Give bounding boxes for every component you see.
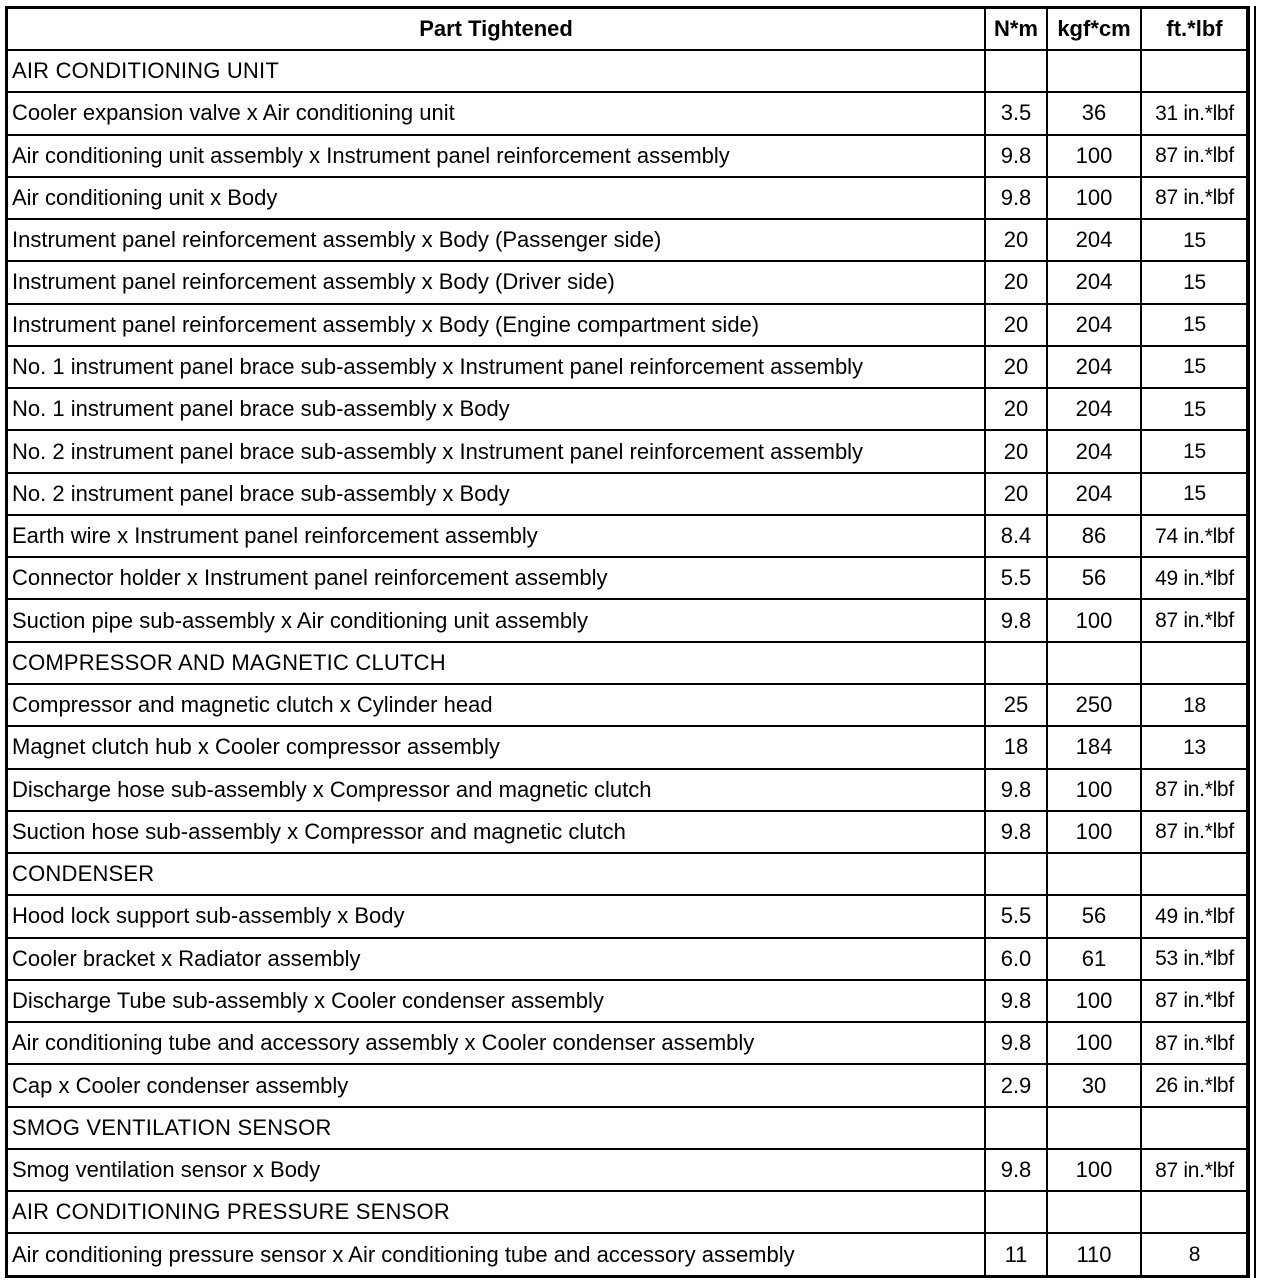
table-row: [8, 684, 1247, 726]
torque-nm-cell: 11: [985, 1233, 1047, 1275]
torque-nm-cell: 5.5: [985, 895, 1047, 937]
part-tightened-cell: Discharge Tube sub-assembly x Cooler condenser assembly: [8, 980, 985, 1022]
section-title: CONDENSER: [8, 853, 985, 895]
header-ft-lbf: ft.*lbf: [1141, 9, 1247, 50]
table-row: [8, 473, 1247, 515]
part-tightened-cell: Air conditioning tube and accessory assembly x Cooler condenser assembly: [8, 1022, 985, 1064]
part-tightened-cell: Air conditioning pressure sensor x Air conditioning tube and accessory assembly: [8, 1233, 985, 1275]
header-part-tightened: Part Tightened: [8, 9, 985, 50]
torque-nm-cell: 25: [985, 684, 1047, 726]
part-tightened-cell: No. 1 instrument panel brace sub-assembly x Body: [8, 388, 985, 430]
torque-nm-cell: 20: [985, 388, 1047, 430]
torque-ft-lbf-cell: 15: [1141, 346, 1247, 388]
torque-nm-cell: 9.8: [985, 980, 1047, 1022]
torque-nm-cell: [985, 853, 1047, 895]
torque-ft-lbf-cell: 15: [1141, 261, 1247, 303]
table-row: [8, 726, 1247, 768]
table-row: [8, 1233, 1247, 1275]
torque-kgf-cm-cell: 100: [1047, 135, 1141, 177]
torque-nm-cell: 20: [985, 304, 1047, 346]
table-row: [8, 895, 1247, 937]
torque-ft-lbf-cell: 15: [1141, 430, 1247, 472]
torque-ft-lbf-cell: 26 in.*lbf: [1141, 1064, 1247, 1106]
torque-spec-table: [8, 9, 1247, 1275]
torque-kgf-cm-cell: 204: [1047, 430, 1141, 472]
part-tightened-cell: Smog ventilation sensor x Body: [8, 1149, 985, 1191]
torque-ft-lbf-cell: 87 in.*lbf: [1141, 811, 1247, 853]
torque-ft-lbf-cell: 13: [1141, 726, 1247, 768]
torque-nm-cell: 20: [985, 473, 1047, 515]
part-tightened-cell: Hood lock support sub-assembly x Body: [8, 895, 985, 937]
torque-ft-lbf-cell: 15: [1141, 473, 1247, 515]
part-tightened-cell: Suction hose sub-assembly x Compressor and magnetic clutch: [8, 811, 985, 853]
torque-nm-cell: 9.8: [985, 135, 1047, 177]
table-row: [8, 177, 1247, 219]
part-tightened-cell: No. 1 instrument panel brace sub-assembly x Instrument panel reinforcement assembly: [8, 346, 985, 388]
torque-kgf-cm-cell: 204: [1047, 473, 1141, 515]
torque-nm-cell: [985, 50, 1047, 92]
torque-ft-lbf-cell: [1141, 1107, 1247, 1149]
torque-nm-cell: 2.9: [985, 1064, 1047, 1106]
torque-ft-lbf-cell: 49 in.*lbf: [1141, 557, 1247, 599]
torque-kgf-cm-cell: [1047, 642, 1141, 684]
torque-kgf-cm-cell: 100: [1047, 1149, 1141, 1191]
torque-kgf-cm-cell: 100: [1047, 177, 1141, 219]
torque-ft-lbf-cell: 49 in.*lbf: [1141, 895, 1247, 937]
torque-ft-lbf-cell: [1141, 50, 1247, 92]
part-tightened-cell: Instrument panel reinforcement assembly x Body (Engine compartment side): [8, 304, 985, 346]
torque-kgf-cm-cell: [1047, 50, 1141, 92]
torque-nm-cell: 9.8: [985, 1149, 1047, 1191]
torque-nm-cell: 8.4: [985, 515, 1047, 557]
part-tightened-cell: Compressor and magnetic clutch x Cylinder head: [8, 684, 985, 726]
section-header-row: [8, 642, 1247, 684]
torque-nm-cell: 3.5: [985, 92, 1047, 134]
part-tightened-cell: Cap x Cooler condenser assembly: [8, 1064, 985, 1106]
table-row: [8, 430, 1247, 472]
section-title: AIR CONDITIONING UNIT: [8, 50, 985, 92]
torque-kgf-cm-cell: 250: [1047, 684, 1141, 726]
table-header-row: [8, 9, 1247, 50]
torque-ft-lbf-cell: 18: [1141, 684, 1247, 726]
table-row: [8, 135, 1247, 177]
section-title: COMPRESSOR AND MAGNETIC CLUTCH: [8, 642, 985, 684]
torque-nm-cell: 5.5: [985, 557, 1047, 599]
torque-nm-cell: 9.8: [985, 769, 1047, 811]
torque-ft-lbf-cell: 74 in.*lbf: [1141, 515, 1247, 557]
torque-ft-lbf-cell: 53 in.*lbf: [1141, 938, 1247, 980]
table-row: [8, 346, 1247, 388]
table-body: [8, 50, 1247, 1275]
part-tightened-cell: Air conditioning unit x Body: [8, 177, 985, 219]
table-row: [8, 219, 1247, 261]
torque-ft-lbf-cell: [1141, 1191, 1247, 1233]
torque-nm-cell: 9.8: [985, 811, 1047, 853]
header-kgf-cm: kgf*cm: [1047, 9, 1141, 50]
torque-kgf-cm-cell: 204: [1047, 304, 1141, 346]
part-tightened-cell: Air conditioning unit assembly x Instrument panel reinforcement assembly: [8, 135, 985, 177]
torque-nm-cell: [985, 1107, 1047, 1149]
section-header-row: [8, 1191, 1247, 1233]
table-row: [8, 1064, 1247, 1106]
torque-kgf-cm-cell: 204: [1047, 346, 1141, 388]
torque-kgf-cm-cell: 100: [1047, 811, 1141, 853]
torque-nm-cell: 20: [985, 346, 1047, 388]
torque-nm-cell: 9.8: [985, 1022, 1047, 1064]
torque-ft-lbf-cell: 87 in.*lbf: [1141, 599, 1247, 641]
torque-kgf-cm-cell: 184: [1047, 726, 1141, 768]
part-tightened-cell: Cooler bracket x Radiator assembly: [8, 938, 985, 980]
table-row: [8, 515, 1247, 557]
torque-nm-cell: 20: [985, 219, 1047, 261]
table-row: [8, 388, 1247, 430]
part-tightened-cell: Instrument panel reinforcement assembly x Body (Driver side): [8, 261, 985, 303]
table-row: [8, 769, 1247, 811]
torque-kgf-cm-cell: 204: [1047, 388, 1141, 430]
torque-kgf-cm-cell: 56: [1047, 895, 1141, 937]
torque-kgf-cm-cell: 56: [1047, 557, 1141, 599]
torque-kgf-cm-cell: 100: [1047, 980, 1141, 1022]
part-tightened-cell: Connector holder x Instrument panel reinforcement assembly: [8, 557, 985, 599]
torque-ft-lbf-cell: 87 in.*lbf: [1141, 980, 1247, 1022]
part-tightened-cell: Instrument panel reinforcement assembly x Body (Passenger side): [8, 219, 985, 261]
torque-kgf-cm-cell: 204: [1047, 261, 1141, 303]
torque-nm-cell: 18: [985, 726, 1047, 768]
torque-ft-lbf-cell: 15: [1141, 219, 1247, 261]
section-title: AIR CONDITIONING PRESSURE SENSOR: [8, 1191, 985, 1233]
torque-kgf-cm-cell: [1047, 1107, 1141, 1149]
torque-kgf-cm-cell: 86: [1047, 515, 1141, 557]
part-tightened-cell: Magnet clutch hub x Cooler compressor assembly: [8, 726, 985, 768]
part-tightened-cell: Earth wire x Instrument panel reinforcement assembly: [8, 515, 985, 557]
table-row: [8, 938, 1247, 980]
torque-nm-cell: [985, 642, 1047, 684]
torque-kgf-cm-cell: [1047, 853, 1141, 895]
torque-ft-lbf-cell: 87 in.*lbf: [1141, 1149, 1247, 1191]
torque-kgf-cm-cell: 110: [1047, 1233, 1141, 1275]
torque-ft-lbf-cell: 31 in.*lbf: [1141, 92, 1247, 134]
table-row: [8, 811, 1247, 853]
torque-kgf-cm-cell: 61: [1047, 938, 1141, 980]
torque-spec-table-frame: [5, 6, 1250, 1278]
torque-ft-lbf-cell: [1141, 853, 1247, 895]
header-nm: N*m: [985, 9, 1047, 50]
torque-kgf-cm-cell: [1047, 1191, 1141, 1233]
section-header-row: [8, 853, 1247, 895]
part-tightened-cell: Discharge hose sub-assembly x Compressor and magnetic clutch: [8, 769, 985, 811]
torque-kgf-cm-cell: 30: [1047, 1064, 1141, 1106]
torque-nm-cell: 9.8: [985, 177, 1047, 219]
torque-ft-lbf-cell: 87 in.*lbf: [1141, 1022, 1247, 1064]
table-row: [8, 92, 1247, 134]
torque-nm-cell: 6.0: [985, 938, 1047, 980]
torque-ft-lbf-cell: 87 in.*lbf: [1141, 769, 1247, 811]
part-tightened-cell: No. 2 instrument panel brace sub-assembly x Body: [8, 473, 985, 515]
torque-ft-lbf-cell: 87 in.*lbf: [1141, 135, 1247, 177]
torque-kgf-cm-cell: 100: [1047, 599, 1141, 641]
torque-nm-cell: 20: [985, 261, 1047, 303]
torque-kgf-cm-cell: 204: [1047, 219, 1141, 261]
table-row: [8, 261, 1247, 303]
section-header-row: [8, 50, 1247, 92]
part-tightened-cell: No. 2 instrument panel brace sub-assembly x Instrument panel reinforcement assembly: [8, 430, 985, 472]
section-title: SMOG VENTILATION SENSOR: [8, 1107, 985, 1149]
torque-ft-lbf-cell: [1141, 642, 1247, 684]
torque-kgf-cm-cell: 100: [1047, 1022, 1141, 1064]
table-row: [8, 1149, 1247, 1191]
table-row: [8, 557, 1247, 599]
table-row: [8, 304, 1247, 346]
torque-nm-cell: 9.8: [985, 599, 1047, 641]
torque-kgf-cm-cell: 36: [1047, 92, 1141, 134]
torque-kgf-cm-cell: 100: [1047, 769, 1141, 811]
torque-ft-lbf-cell: 87 in.*lbf: [1141, 177, 1247, 219]
torque-nm-cell: [985, 1191, 1047, 1233]
torque-ft-lbf-cell: 15: [1141, 388, 1247, 430]
part-tightened-cell: Suction pipe sub-assembly x Air conditioning unit assembly: [8, 599, 985, 641]
table-row: [8, 599, 1247, 641]
torque-nm-cell: 20: [985, 430, 1047, 472]
part-tightened-cell: Cooler expansion valve x Air conditioning unit: [8, 92, 985, 134]
torque-ft-lbf-cell: 8: [1141, 1233, 1247, 1275]
table-row: [8, 980, 1247, 1022]
table-row: [8, 1022, 1247, 1064]
torque-ft-lbf-cell: 15: [1141, 304, 1247, 346]
section-header-row: [8, 1107, 1247, 1149]
